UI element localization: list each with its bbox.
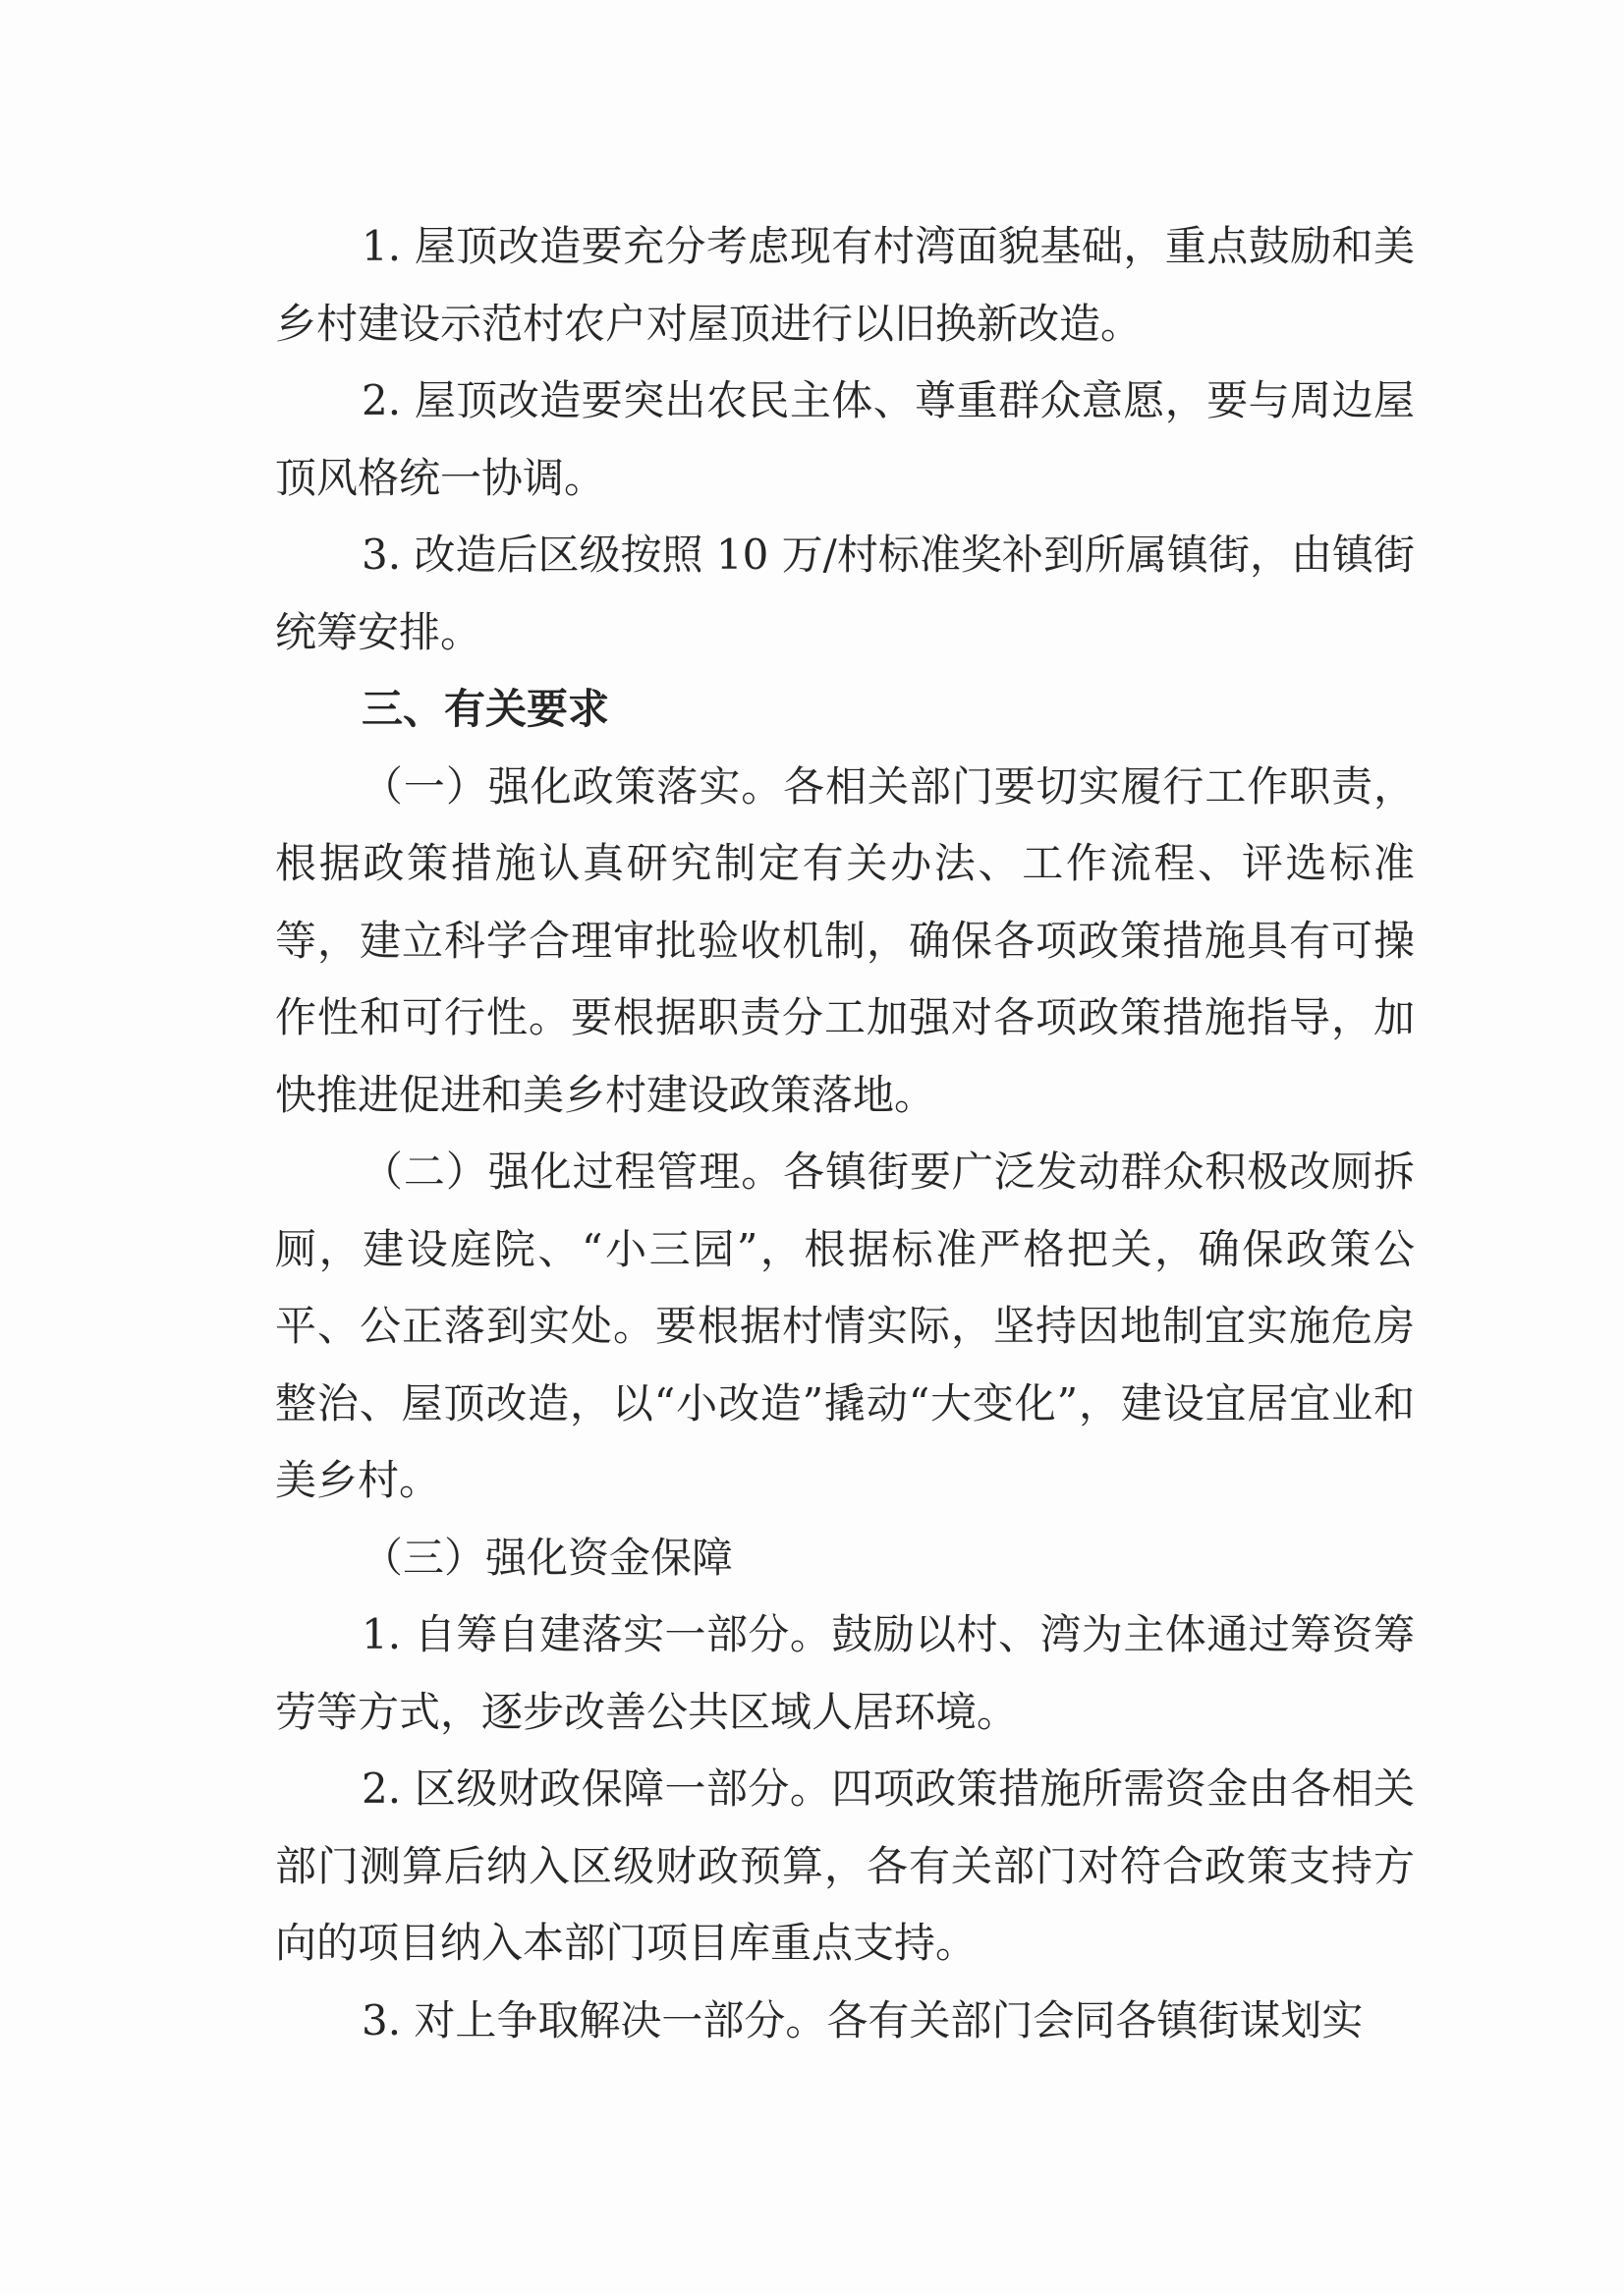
paragraph-funding-2: 2. 区级财政保障一部分。四项政策措施所需资金由各相关部门测算后纳入区级财政预算，各有关部门对符合政策支持方向的项目纳入本部门项目库重点支持。	[275, 1764, 1415, 1967]
paragraph-text: 。各镇街要广泛发动群众积极改厕拆厕，建设庭院、“小三园”，根据标准严格把关，确保政策公平、公正落到实处。要根据村情实际，坚持因地制宜实施危房整治、屋顶改造，以“小改造”撬动“大变化”，建设宜居宜业和美乡村。	[275, 1148, 1415, 1504]
paragraph-funding-guarantee: （三）强化资金保障	[362, 1533, 734, 1582]
paragraph-funding-3: 3. 对上争取解决一部分。各有关部门会同各镇街谋划实	[362, 1995, 1364, 2044]
paragraph-roof-renovation-1: 1. 屋顶改造要充分考虑现有村湾面貌基础，重点鼓励和美乡村建设示范村农户对屋顶进行以旧换新改造。	[275, 222, 1415, 348]
paragraph-roof-renovation-2: 2. 屋顶改造要突出农民主体、尊重群众意愿，要与周边屋顶风格统一协调。	[275, 376, 1415, 502]
paragraph-policy-implementation	[275, 749, 1415, 1135]
document-body	[275, 208, 1415, 2059]
paragraph-title: （一）强化政策落实	[362, 761, 742, 811]
paragraph-text: 。各相关部门要切实履行工作职责，根据政策措施认真研究制定有关办法、工作流程、评选标准等，建立科学合理审批验收机制，确保各项政策措施具有可操作性和可行性。要根据职责分工加强对各项政策措施指导，加快推进促进和美乡村建设政策落地。	[275, 761, 1415, 1119]
paragraph-title: （二）强化过程管理	[362, 1148, 742, 1196]
paragraph-roof-renovation-3: 3. 改造后区级按照 10 万/村标准奖补到所属镇街，由镇街统筹安排。	[275, 531, 1415, 656]
paragraph-process-management	[275, 1134, 1415, 1520]
paragraph-funding-1: 1. 自筹自建落实一部分。鼓励以村、湾为主体通过筹资筹劳等方式，逐步改善公共区域人居环境。	[275, 1610, 1415, 1736]
section-heading: 三、有关要求	[362, 685, 610, 733]
